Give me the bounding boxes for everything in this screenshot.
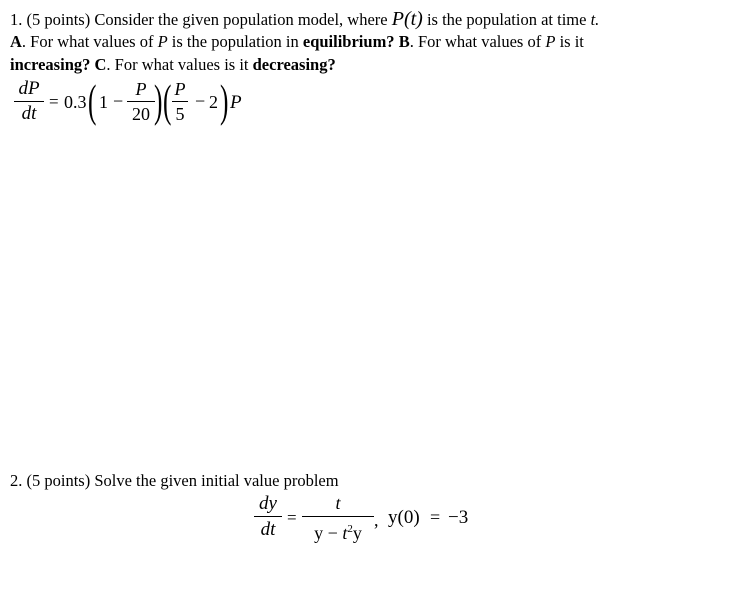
initial-condition-lhs: y(0) — [388, 507, 420, 528]
lhs-fraction — [14, 78, 44, 125]
constant-one: 1 — [99, 92, 108, 112]
rhs-numerator: t — [335, 493, 341, 513]
problem-2-number: 2. — [10, 471, 23, 490]
den-minus: − — [327, 523, 338, 543]
part-c-label: C — [94, 55, 107, 74]
rhs-fraction — [302, 492, 374, 545]
part-b-text-2: is it — [559, 32, 584, 51]
population-function: P(t) — [391, 8, 423, 30]
problem-1-mid-text: is the population at time — [426, 10, 587, 29]
decreasing-word: decreasing? — [252, 55, 336, 74]
lhs-numerator: dP — [18, 78, 40, 99]
left-paren-2: ( — [163, 75, 172, 126]
problem-1-number: 1. — [10, 10, 23, 29]
variable-p: P — [157, 32, 168, 51]
lhs-denominator: dt — [21, 103, 37, 124]
fraction-1-denominator: 20 — [132, 104, 150, 124]
dy-dt-bar — [254, 516, 282, 517]
comma: , — [374, 510, 379, 530]
fraction-2-bar — [172, 101, 188, 102]
equals-sign-2: = — [287, 508, 297, 527]
fraction-1-bar — [127, 101, 155, 102]
trailing-p: P — [230, 92, 242, 113]
problem-1-line-1 — [10, 8, 599, 31]
den-y-2: y — [352, 523, 362, 543]
lhs-fraction-bar — [14, 101, 44, 102]
part-a-label: A — [10, 32, 22, 51]
den-y-1: y — [314, 523, 324, 543]
fraction-2-denominator: 5 — [175, 104, 185, 124]
equilibrium-word: equilibrium? — [302, 32, 395, 51]
minus-sign-1: − — [113, 91, 124, 111]
problem-1-line-3 — [10, 54, 336, 76]
dy-dt-numerator: dy — [259, 493, 277, 514]
part-c-text: . For what values is it — [106, 55, 249, 74]
initial-condition-value: −3 — [448, 507, 469, 528]
den-t: t — [342, 523, 348, 543]
rhs-denominator — [302, 518, 374, 545]
right-paren-1: ) — [154, 75, 163, 126]
problem-1-line-2 — [10, 31, 584, 53]
part-b-label: B — [398, 32, 410, 51]
initial-condition-equals: = — [430, 507, 441, 527]
fraction-2-numerator: P — [174, 79, 186, 99]
variable-p: P — [545, 32, 556, 51]
equals-sign: = — [49, 92, 59, 111]
part-b-text-1: . For what values of — [409, 32, 542, 51]
problem-2-points: (5 points) — [26, 471, 91, 490]
part-a-text-1: . For what values of — [21, 32, 154, 51]
time-variable: t. — [590, 10, 600, 29]
fraction-p-over-5 — [172, 78, 188, 125]
rhs-fraction-bar — [302, 516, 374, 517]
part-a-text-2: is the population in — [171, 32, 299, 51]
minus-sign-2: − — [195, 91, 206, 111]
constant-two: 2 — [209, 92, 218, 112]
dy-dt-denominator: dt — [260, 519, 276, 540]
dy-dt-fraction — [254, 492, 282, 541]
problem-2-line — [10, 470, 339, 492]
problem-2-text: Solve the given initial value problem — [94, 471, 339, 490]
fraction-1-numerator: P — [135, 79, 147, 99]
fraction-p-over-20 — [127, 78, 155, 125]
right-paren-2: ) — [220, 75, 229, 126]
problem-1-points: (5 points) — [26, 10, 91, 29]
den-exponent: 2 — [347, 523, 353, 535]
increasing-word: increasing? — [10, 55, 91, 74]
problem-1-intro: Consider the given population model, where — [94, 10, 388, 29]
coefficient: 0.3 — [64, 92, 87, 112]
left-paren-1: ( — [88, 75, 97, 126]
